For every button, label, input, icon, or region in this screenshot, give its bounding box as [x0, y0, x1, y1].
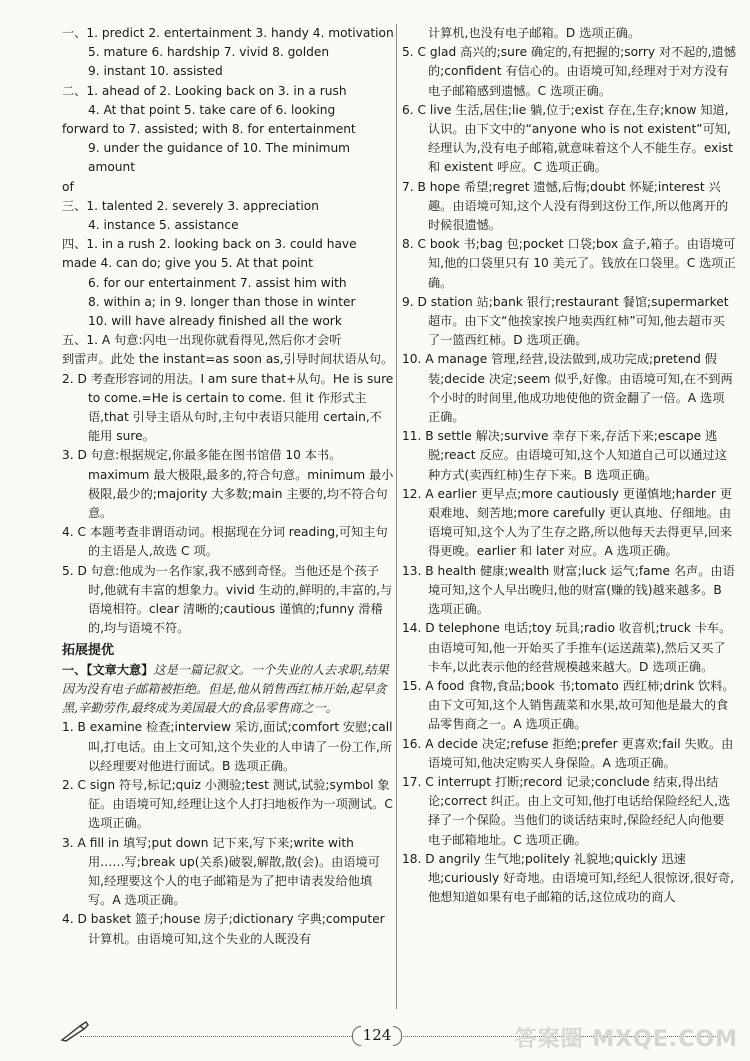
- answer-line: 5. mature 6. hardship 7. vivid 8. golden: [88, 45, 330, 60]
- answer-line: 18. D angrily 生气地;politely 礼貌地;quickly 迅速地;curiously 好奇地。由语境可知,经纪人很惊讶,很好奇,他想知道如果有电子邮箱的话,这位成功的商人: [402, 851, 735, 905]
- column-divider: [396, 24, 397, 1009]
- answer-line: 3. D 句意:根据规定,你最多能在图书馆借 10 本书。maximum 最大极限,最多的,符合句意。minimum 最小极限,最少的;majority 大多数;main 主要的,均不符合句意。: [62, 448, 394, 521]
- answer-line: 5. D 句意:他成为一名作家,我不感到奇怪。当他还是个孩子时,他就有丰富的想象力。vivid 生动的,鲜明的,丰富的,与语境相符。clear 清晰的;cautious 谨慎的;funny 滑稽的,均与语境不符。: [62, 563, 393, 636]
- answer-line: 2. C sign 符号,标记;quiz 小测验;test 测试,试验;symbol 象征。由语境可知,经理让这个人打扫地板作为一项测试。C 选项正确。: [62, 777, 393, 831]
- summary-text: 这是一篇记叙文。一个失业的人去求职,结果因为没有电子邮箱被拒绝。但是,他从销售西红柿开始,起早贪黑,辛勤劳作,最终成为美国最大的食品零售商之一。: [62, 662, 389, 716]
- left-column: [62, 24, 394, 949]
- watermark: 答案圈 MXQE.COM: [514, 1027, 738, 1052]
- answer-line: 13. B health 健康;wealth 财富;luck 运气;fame 名声。由语境可知,这个人早出晚归,他的财富(赚的钱)越来越多。B 选项正确。: [402, 563, 735, 617]
- article-summary: [62, 661, 394, 719]
- pen-icon: [60, 1020, 90, 1042]
- answer-line: 4. C 本题考查非谓语动词。根据现在分词 reading,可知主句的主语是人,故选 C 项。: [62, 525, 388, 559]
- answer-line: 五、1. A 句意:闪电一出现你就看得见,然后你才会听: [62, 333, 342, 348]
- answer-line: 10. A manage 管理,经营,设法做到,成功完成;pretend 假装;decide 决定;seem 似乎,好像。由语境可知,在不到两个小时的时间里,他成功地使他的资金翻了一倍。A 选项正确。: [402, 352, 733, 425]
- answer-line: 4. At that point 5. take care of 6. looking: [88, 102, 336, 117]
- answer-line: 17. C interrupt 打断;record 记录;conclude 结束,得出结论;correct 纠正。由上文可知,他打电话给保险经纪人,选择了一个保险。当他们的谈话结束时,保险经纪人向他要电子邮箱地址。C 选项正确。: [402, 774, 731, 847]
- answer-line: 9. D station 站;bank 银行;restaurant 餐馆;supermarket 超市。由下文“他挨家挨户地卖西红柿”可知,他去超市买了一篮西红柿。D 选项正确。: [402, 294, 729, 348]
- answer-line: 2. D 考查形容词的用法。I am sure that+从句。He is sure to come.=He is certain to come. 但 it 作形式主语,that 引导主语从句时,主句中表语只能用 certain,不能用 sure。: [62, 371, 394, 444]
- answer-line: 4. D basket 篮子;house 房子;dictionary 字典;computer 计算机。由语境可知,这个失业的人既没有: [62, 912, 385, 946]
- answer-line: 9. instant 10. assisted: [88, 64, 223, 79]
- answer-line: 6. C live 生活,居住;lie 躺,位于;exist 存在,生存;know 知道,认识。由下文中的“anyone who is not existent”可知,经理认为,没有电子邮箱,就意味着这个人不能生存。exist 和 existent 呼应。C 选项正确。: [402, 102, 733, 175]
- answer-line: 15. A food 食物,食品;book 书;tomato 西红柿;drink 饮料。由下文可知,这个人销售蔬菜和水果,故可知他是最大的食品零售商之一。A 选项正确。: [402, 678, 735, 732]
- answer-line: 一、1. predict 2. entertainment 3. handy 4. motivation: [62, 26, 394, 40]
- answer-line: 11. B settle 解决;survive 幸存下来,存活下来;escape 逃脱;react 反应。由语境可知,这个人知道自己可以通过这种方式(卖西红柿)生存下来。B 选项正确。: [402, 429, 727, 482]
- answer-line: 到雷声。此处 the instant=as soon as,引导时间状语从句。: [62, 352, 394, 367]
- answer-line: 8. C book 书;bag 包;pocket 口袋;box 盒子,箱子。由语境可知,他的口袋里只有 10 美元了。钱放在口袋里。C 选项正确。: [402, 237, 736, 290]
- answer-line: 计算机,也没有电子邮箱。D 选项正确。: [428, 26, 641, 40]
- answer-line: 4. instance 5. assistance: [88, 218, 239, 233]
- right-column: [402, 24, 736, 907]
- section-heading: 拓展提优: [62, 642, 115, 658]
- answer-line: 5. C glad 高兴的;sure 确定的,有把握的;sorry 对不起的,遗憾的;confident 有信心的。由语境可知,经理对于对方没有电子邮箱感到遗憾。C 选项正确。: [402, 45, 736, 98]
- answer-line: 6. for our entertainment 7. assist him with: [88, 275, 347, 290]
- summary-label: 一、【文章大意】: [62, 662, 154, 677]
- answer-line: 10. will have already finished all the work: [88, 314, 342, 329]
- answer-line: 8. within a; in 9. longer than those in winter: [88, 294, 356, 309]
- answer-line: 12. A earlier 更早点;more cautiously 更谨慎地;harder 更艰难地、刻苦地;more carefully 更认真地、仔细地。由语境可知,这个人为了生存之路,所以他每天去得更早,回来得更晚。earlier 和 later 对应。A 选项正确。: [402, 486, 733, 559]
- answer-line: of: [62, 179, 74, 194]
- answer-line: 7. B hope 希望;regret 遗憾,后悔;doubt 怀疑;interest 兴趣。由语境可知,这个人没有得到这份工作,所以他离开的时候很遗憾。: [402, 179, 729, 233]
- answer-line: 二、1. ahead of 2. Looking back on 3. in a rush: [62, 83, 347, 98]
- answer-line: 1. B examine 检查;interview 采访,面试;comfort 安慰;call 叫,打电话。由上文可知,这个失业的人申请了一份工作,所以经理要对他进行面试。B 选项正确。: [62, 720, 393, 773]
- answer-line: forward to 7. assisted; with 8. for entertainment: [62, 122, 356, 137]
- answer-line: 9. under the guidance of 10. The minimum amount: [88, 141, 351, 175]
- answer-line: 16. A decide 决定;refuse 拒绝;prefer 更喜欢;fail 失败。由语境可知,他决定购买人身保险。A 选项正确。: [402, 736, 734, 770]
- answer-line: 四、1. in a rush 2. looking back on 3. could have: [62, 237, 357, 252]
- page-number: 124: [352, 1022, 402, 1048]
- answer-line: made 4. can do; give you 5. At that point: [62, 256, 313, 271]
- answer-line: 14. D telephone 电话;toy 玩具;radio 收音机;truck 卡车。由语境可知,他一开始买了手推车(运送蔬菜),然后又买了卡车,以此表示他的经营规模越来越大。D 选项正确。: [402, 621, 732, 674]
- answer-line: 三、1. talented 2. severely 3. appreciation: [62, 198, 319, 213]
- answer-line: 3. A fill in 填写;put down 记下来,写下来;write with 用……写;break up(关系)破裂,解散,散(会)。由语境可知,经理要这个人的电子邮箱是为了把申请表发给他填写。A 选项正确。: [62, 835, 380, 908]
